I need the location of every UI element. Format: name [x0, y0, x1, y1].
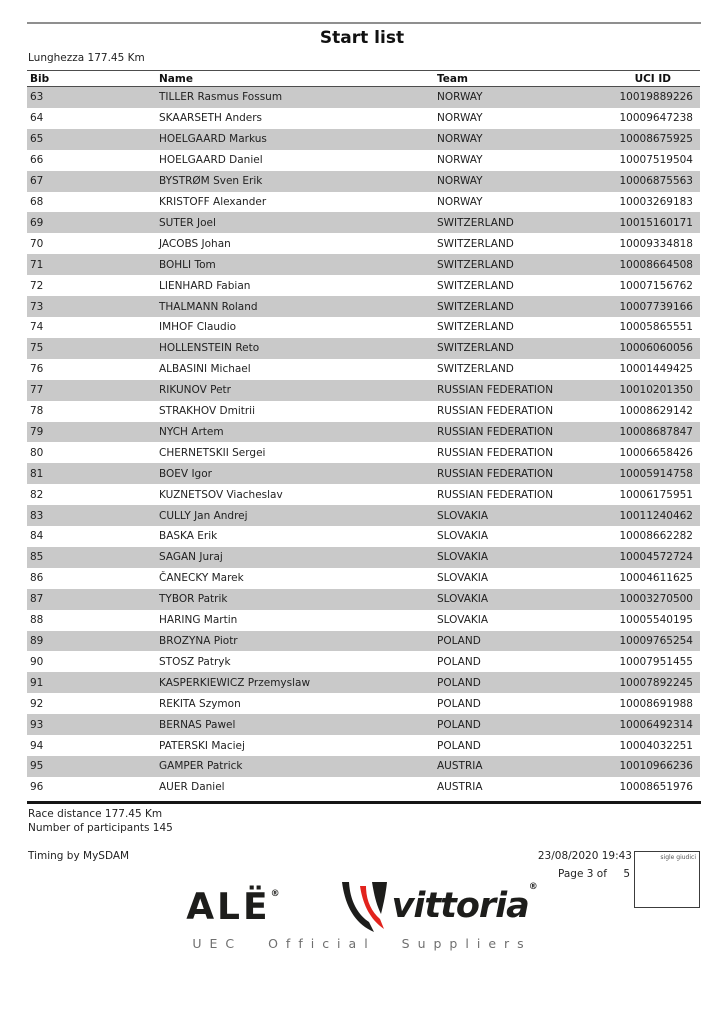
- vittoria-logo-text: vittoria: [391, 886, 529, 926]
- cell-bib: 73: [30, 300, 44, 313]
- cell-uci-id: 10003269183: [619, 195, 693, 208]
- table-row: [27, 129, 700, 150]
- cell-bib: 79: [30, 425, 44, 438]
- cell-team: NORWAY: [437, 175, 483, 188]
- cell-uci-id: 10003270500: [619, 593, 693, 606]
- start-list-table: [27, 70, 700, 798]
- cell-team: RUSSIAN FEDERATION: [437, 488, 554, 501]
- table-row: [27, 672, 700, 693]
- cell-team: POLAND: [437, 635, 481, 648]
- cell-name: ČANECKY Marek: [159, 572, 244, 585]
- table-row: [27, 338, 700, 359]
- cell-name: STOSZ Patryk: [159, 655, 231, 668]
- cell-name: PATERSKI Maciej: [159, 739, 245, 752]
- cell-name: KRISTOFF Alexander: [159, 195, 267, 208]
- cell-uci-id: 10007951455: [619, 655, 693, 668]
- table-row: [27, 651, 700, 672]
- cell-uci-id: 10008662282: [619, 530, 693, 543]
- vittoria-registered-mark: ®: [528, 882, 538, 892]
- cell-uci-id: 10019889226: [619, 91, 693, 104]
- vittoria-v-swoosh-icon: [338, 880, 392, 934]
- cell-team: SWITZERLAND: [437, 279, 514, 292]
- cell-uci-id: 10010201350: [619, 384, 693, 397]
- cell-team: SLOVAKIA: [437, 614, 489, 627]
- sponsor-logos: [0, 880, 724, 934]
- cell-uci-id: 10007519504: [619, 154, 693, 167]
- cell-name: HOLLENSTEIN Reto: [159, 342, 260, 355]
- cell-uci-id: 10006875563: [619, 175, 693, 188]
- cell-bib: 65: [30, 133, 44, 146]
- cell-team: NORWAY: [437, 195, 483, 208]
- header-uci-id: UCI ID: [634, 72, 671, 85]
- cell-bib: 92: [30, 697, 44, 710]
- cell-bib: 94: [30, 739, 44, 752]
- cell-team: AUSTRIA: [437, 760, 483, 773]
- cell-name: THALMANN Roland: [159, 300, 258, 313]
- table-row: [27, 526, 700, 547]
- cell-uci-id: 10006060056: [619, 342, 693, 355]
- cell-name: ALBASINI Michael: [159, 363, 251, 376]
- cell-uci-id: 10007156762: [619, 279, 693, 292]
- table-row: [27, 631, 700, 652]
- header-team: Team: [437, 72, 468, 85]
- race-distance-label: Race distance 177.45 Km: [28, 808, 163, 820]
- uec-suppliers-line: UEC Official Suppliers: [192, 936, 532, 951]
- cell-name: HOELGAARD Markus: [159, 133, 267, 146]
- ale-registered-mark: ®: [270, 888, 280, 899]
- cell-uci-id: 10009765254: [619, 635, 693, 648]
- cell-team: RUSSIAN FEDERATION: [437, 425, 554, 438]
- table-row: [27, 150, 700, 171]
- cell-team: NORWAY: [437, 133, 483, 146]
- cell-name: BASKA Erik: [159, 530, 218, 543]
- cell-team: NORWAY: [437, 154, 483, 167]
- participants-label: Number of participants 145: [28, 822, 173, 834]
- timing-credit: Timing by MySDAM: [28, 850, 130, 862]
- page-number-label: Page 3 of: [558, 868, 607, 880]
- cell-name: JACOBS Johan: [159, 237, 231, 250]
- cell-name: STRAKHOV Dmitrii: [159, 405, 256, 418]
- table-row: [27, 568, 700, 589]
- cell-bib: 85: [30, 551, 44, 564]
- table-row: [27, 422, 700, 443]
- cell-team: RUSSIAN FEDERATION: [437, 467, 554, 480]
- cell-uci-id: 10010966236: [619, 760, 693, 773]
- cell-bib: 80: [30, 446, 44, 459]
- top-divider: [27, 22, 701, 24]
- cell-name: KUZNETSOV Viacheslav: [159, 488, 283, 501]
- table-row: [27, 756, 700, 777]
- cell-uci-id: 10001449425: [619, 363, 693, 376]
- cell-name: BYSTRØM Sven Erik: [159, 175, 263, 188]
- cell-team: SWITZERLAND: [437, 237, 514, 250]
- ale-logo-text: ALË: [186, 886, 271, 928]
- cell-team: POLAND: [437, 655, 481, 668]
- cell-team: RUSSIAN FEDERATION: [437, 405, 554, 418]
- ale-logo: [186, 886, 279, 928]
- cell-team: SWITZERLAND: [437, 342, 514, 355]
- cell-uci-id: 10006492314: [619, 718, 693, 731]
- table-header-row: [27, 70, 700, 87]
- table-row: [27, 380, 700, 401]
- cell-bib: 84: [30, 530, 44, 543]
- cell-name: BROZYNA Piotr: [159, 635, 238, 648]
- table-row: [27, 714, 700, 735]
- cell-uci-id: 10004032251: [619, 739, 693, 752]
- cell-bib: 89: [30, 635, 44, 648]
- cell-uci-id: 10015160171: [619, 216, 693, 229]
- header-name: Name: [159, 72, 193, 85]
- cell-team: POLAND: [437, 697, 481, 710]
- cell-uci-id: 10008629142: [619, 405, 693, 418]
- cell-name: AUER Daniel: [159, 781, 225, 794]
- cell-uci-id: 10006658426: [619, 446, 693, 459]
- cell-bib: 90: [30, 655, 44, 668]
- cell-bib: 72: [30, 279, 44, 292]
- cell-team: POLAND: [437, 718, 481, 731]
- cell-name: SAGAN Juraj: [159, 551, 223, 564]
- cell-uci-id: 10008687847: [619, 425, 693, 438]
- cell-name: LIENHARD Fabian: [159, 279, 251, 292]
- race-length-label: Lunghezza 177.45 Km: [28, 52, 145, 64]
- cell-uci-id: 10008664508: [619, 258, 693, 271]
- cell-bib: 83: [30, 509, 44, 522]
- table-bottom-divider: [27, 801, 701, 804]
- table-row: [27, 254, 700, 275]
- vittoria-logo: [338, 880, 538, 934]
- cell-name: IMHOF Claudio: [159, 321, 237, 334]
- cell-team: SWITZERLAND: [437, 300, 514, 313]
- cell-team: RUSSIAN FEDERATION: [437, 446, 554, 459]
- cell-bib: 95: [30, 760, 44, 773]
- cell-bib: 93: [30, 718, 44, 731]
- cell-bib: 70: [30, 237, 44, 250]
- cell-name: HARING Martin: [159, 614, 238, 627]
- cell-bib: 74: [30, 321, 44, 334]
- table-row: [27, 505, 700, 526]
- cell-name: BOHLI Tom: [159, 258, 216, 271]
- cell-name: SKAARSETH Anders: [159, 112, 263, 125]
- cell-team: AUSTRIA: [437, 781, 483, 794]
- table-row: [27, 296, 700, 317]
- cell-bib: 96: [30, 781, 44, 794]
- cell-uci-id: 10005865551: [619, 321, 693, 334]
- cell-name: REKITA Szymon: [159, 697, 241, 710]
- table-body: [27, 87, 700, 798]
- cell-name: CHERNETSKII Sergei: [159, 446, 266, 459]
- header-bib: Bib: [30, 72, 50, 85]
- cell-team: SLOVAKIA: [437, 530, 489, 543]
- cell-name: TILLER Rasmus Fossum: [159, 91, 283, 104]
- cell-team: RUSSIAN FEDERATION: [437, 384, 554, 397]
- table-row: [27, 442, 700, 463]
- cell-team: NORWAY: [437, 91, 483, 104]
- cell-name: BERNAS Pawel: [159, 718, 236, 731]
- table-row: [27, 735, 700, 756]
- table-row: [27, 317, 700, 338]
- cell-bib: 63: [30, 91, 44, 104]
- cell-team: NORWAY: [437, 112, 483, 125]
- table-row: [27, 233, 700, 254]
- table-row: [27, 610, 700, 631]
- cell-team: POLAND: [437, 739, 481, 752]
- cell-uci-id: 10007739166: [619, 300, 693, 313]
- cell-uci-id: 10008691988: [619, 697, 693, 710]
- cell-bib: 64: [30, 112, 44, 125]
- cell-name: RIKUNOV Petr: [159, 384, 231, 397]
- cell-team: POLAND: [437, 676, 481, 689]
- page-number-line: [558, 868, 630, 880]
- cell-uci-id: 10011240462: [619, 509, 693, 522]
- table-row: [27, 108, 700, 129]
- table-row: [27, 463, 700, 484]
- cell-bib: 66: [30, 154, 44, 167]
- cell-team: SWITZERLAND: [437, 216, 514, 229]
- cell-team: SLOVAKIA: [437, 572, 489, 585]
- table-row: [27, 171, 700, 192]
- cell-team: SLOVAKIA: [437, 551, 489, 564]
- cell-bib: 86: [30, 572, 44, 585]
- table-row: [27, 777, 700, 798]
- cell-uci-id: 10005540195: [619, 614, 693, 627]
- table-row: [27, 693, 700, 714]
- print-datetime: 23/08/2020 19:43: [537, 850, 632, 862]
- cell-uci-id: 10008651976: [619, 781, 693, 794]
- cell-bib: 75: [30, 342, 44, 355]
- page-title: Start list: [319, 28, 405, 48]
- cell-name: KASPERKIEWICZ Przemyslaw: [159, 676, 311, 689]
- table-row: [27, 359, 700, 380]
- cell-uci-id: 10004572724: [619, 551, 693, 564]
- cell-name: HOELGAARD Daniel: [159, 154, 263, 167]
- cell-name: TYBOR Patrik: [159, 593, 228, 606]
- cell-uci-id: 10004611625: [619, 572, 693, 585]
- table-row: [27, 401, 700, 422]
- cell-bib: 78: [30, 405, 44, 418]
- cell-name: NYCH Artem: [159, 425, 224, 438]
- cell-bib: 76: [30, 363, 44, 376]
- table-row: [27, 547, 700, 568]
- cell-name: GAMPER Patrick: [159, 760, 243, 773]
- cell-uci-id: 10005914758: [619, 467, 693, 480]
- table-row: [27, 192, 700, 213]
- cell-name: SUTER Joel: [159, 216, 216, 229]
- table-row: [27, 484, 700, 505]
- cell-bib: 77: [30, 384, 44, 397]
- table-row: [27, 275, 700, 296]
- cell-bib: 68: [30, 195, 44, 208]
- cell-uci-id: 10009647238: [619, 112, 693, 125]
- cell-team: SLOVAKIA: [437, 593, 489, 606]
- cell-uci-id: 10008675925: [619, 133, 693, 146]
- cell-name: CULLY Jan Andrej: [159, 509, 248, 522]
- cell-bib: 91: [30, 676, 44, 689]
- table-row: [27, 87, 700, 108]
- cell-bib: 82: [30, 488, 44, 501]
- table-row: [27, 589, 700, 610]
- cell-team: SLOVAKIA: [437, 509, 489, 522]
- page-total-value: 5: [623, 868, 630, 880]
- cell-bib: 87: [30, 593, 44, 606]
- cell-bib: 69: [30, 216, 44, 229]
- cell-name: BOEV Igor: [159, 467, 212, 480]
- cell-bib: 88: [30, 614, 44, 627]
- cell-uci-id: 10006175951: [619, 488, 693, 501]
- cell-team: SWITZERLAND: [437, 321, 514, 334]
- cell-uci-id: 10007892245: [619, 676, 693, 689]
- cell-bib: 81: [30, 467, 44, 480]
- cell-team: SWITZERLAND: [437, 258, 514, 271]
- judges-box-label: sigle giudici: [660, 854, 696, 861]
- cell-uci-id: 10009334818: [619, 237, 693, 250]
- table-row: [27, 212, 700, 233]
- cell-bib: 71: [30, 258, 44, 271]
- cell-bib: 67: [30, 175, 44, 188]
- cell-team: SWITZERLAND: [437, 363, 514, 376]
